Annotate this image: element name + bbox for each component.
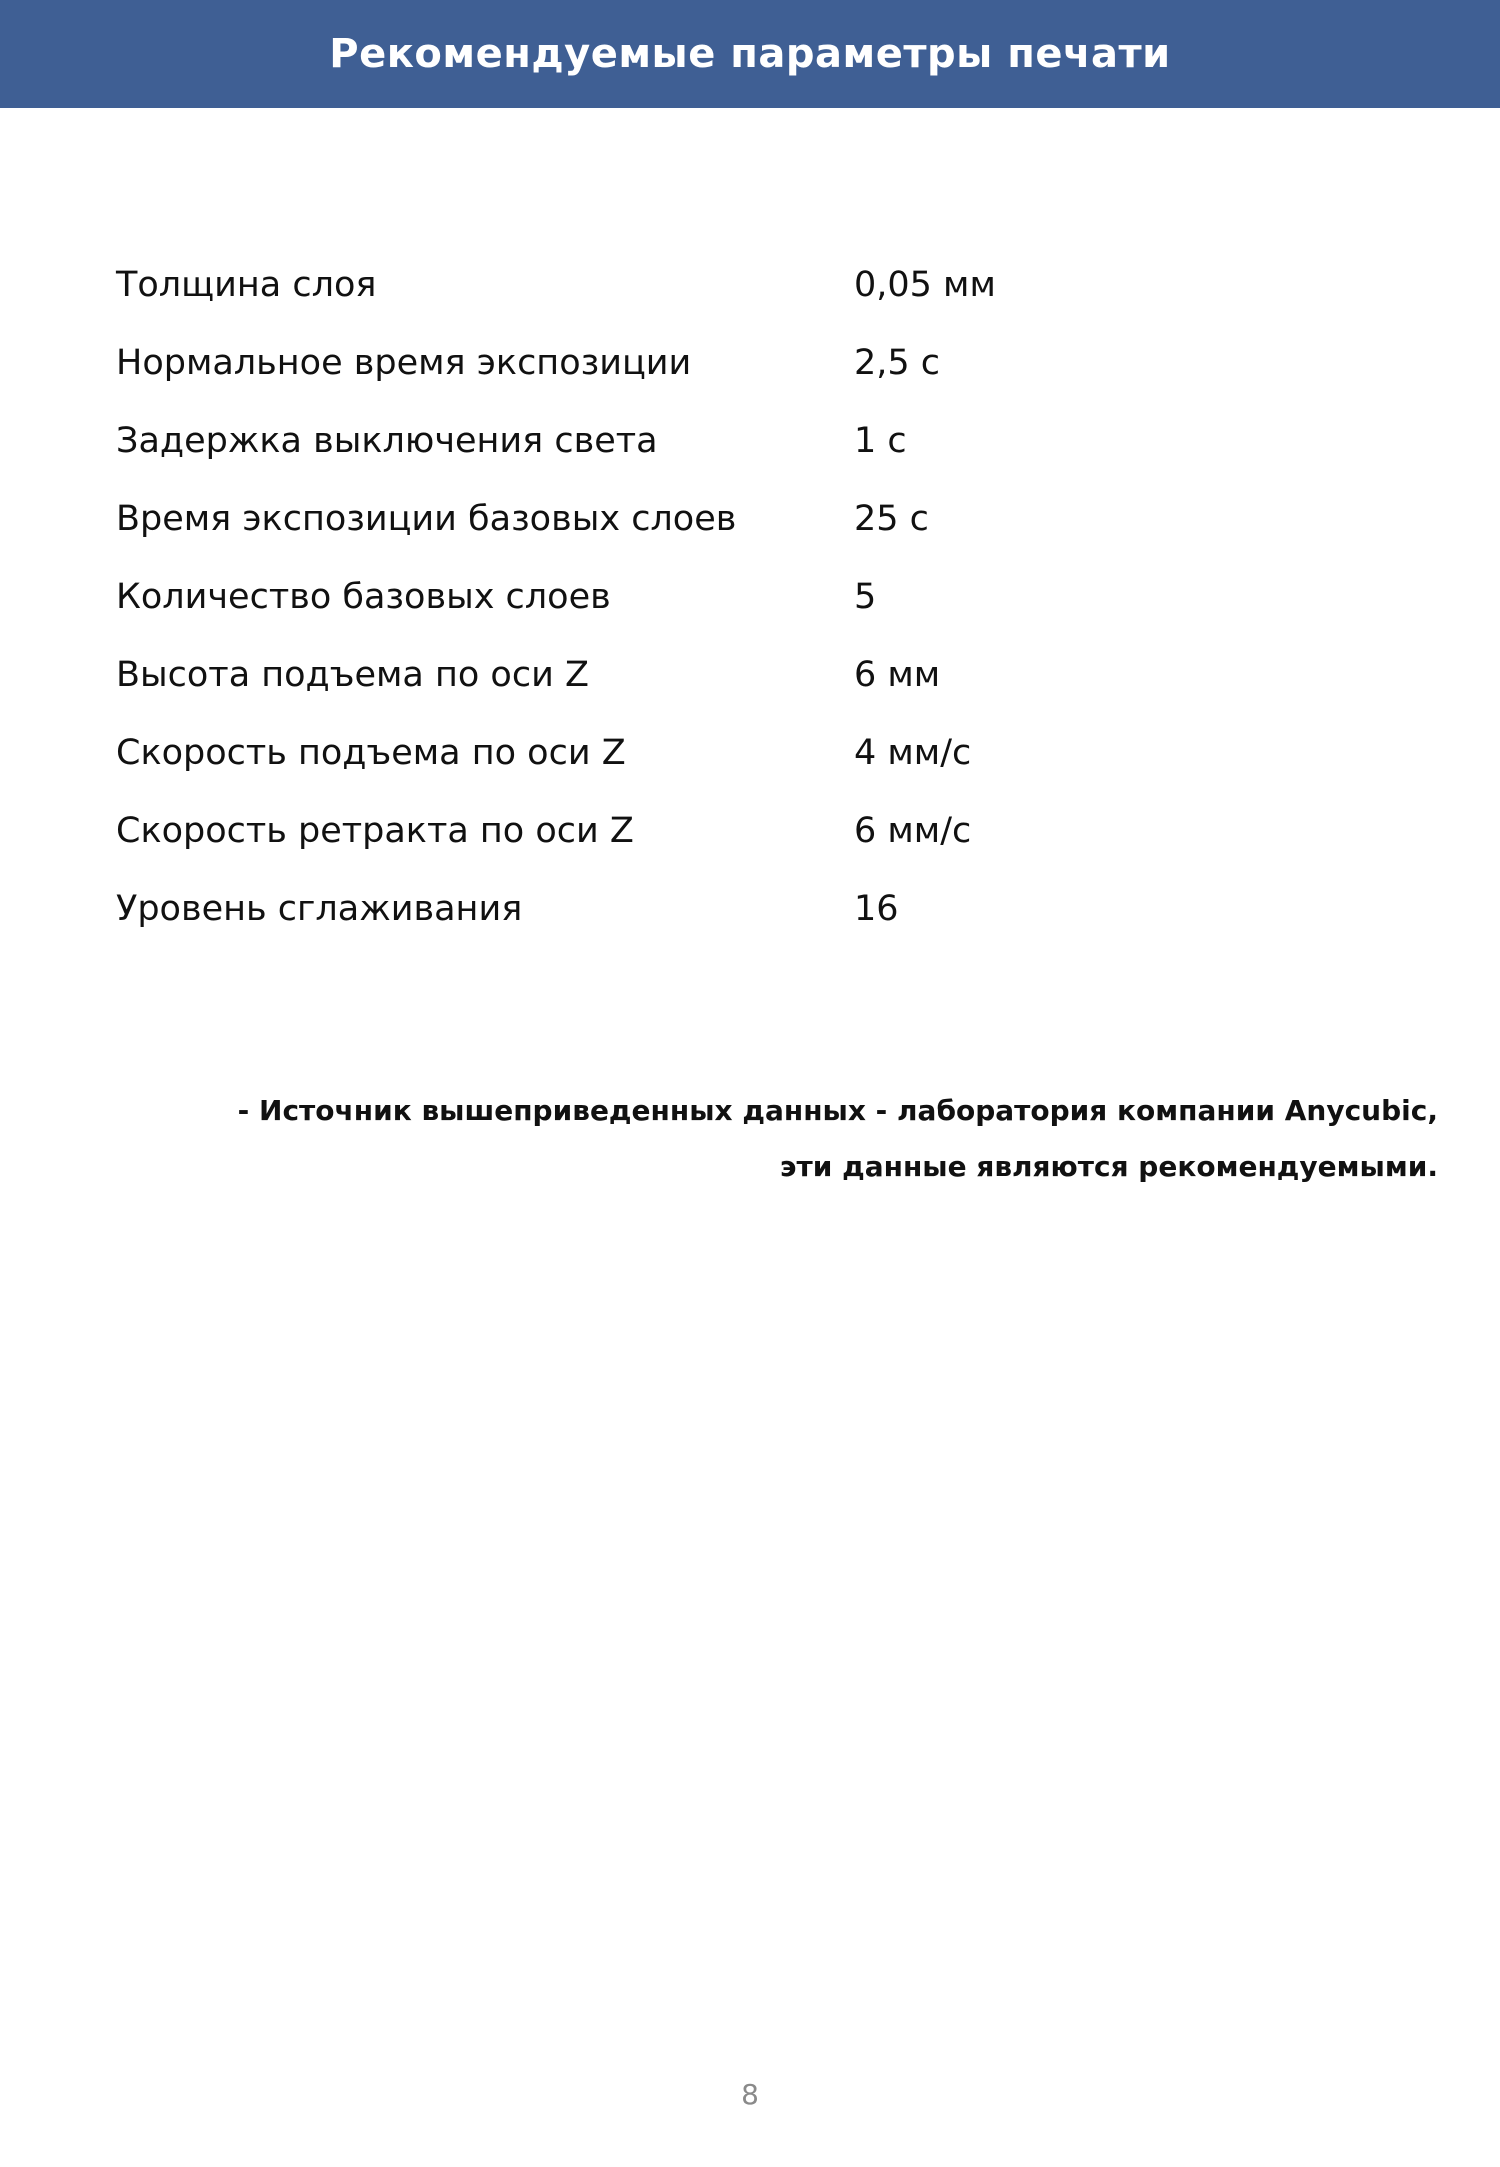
- source-note: [138, 1083, 1438, 1195]
- param-label: Нормальное время экспозиции: [116, 343, 692, 383]
- param-value: 0,05 мм: [854, 265, 996, 305]
- param-row-bottom-layers: [116, 562, 1216, 640]
- param-label: Скорость ретракта по оси Z: [116, 811, 634, 851]
- param-value: 25 с: [854, 499, 929, 539]
- param-value: 16: [854, 889, 899, 929]
- param-label: Время экспозиции базовых слоев: [116, 499, 737, 539]
- param-row-normal-exposure: [116, 328, 1216, 406]
- param-label: Задержка выключения света: [116, 421, 658, 461]
- param-label: Толщина слоя: [116, 265, 377, 305]
- param-row-z-lift-speed: [116, 718, 1216, 796]
- page-title: Рекомендуемые параметры печати: [329, 31, 1171, 77]
- print-parameters-table: [116, 250, 1216, 952]
- param-row-layer-thickness: [116, 250, 1216, 328]
- param-value: 5: [854, 577, 877, 617]
- param-row-bottom-exposure: [116, 484, 1216, 562]
- page-number: 8: [741, 2078, 759, 2111]
- param-value: 6 мм/с: [854, 811, 972, 851]
- param-label: Скорость подъема по оси Z: [116, 733, 626, 773]
- source-note-line-1: - Источник вышеприведенных данных - лаборатория компании Anycubic,: [237, 1094, 1438, 1127]
- param-value: 4 мм/с: [854, 733, 972, 773]
- param-value: 6 мм: [854, 655, 941, 695]
- param-value: 2,5 с: [854, 343, 941, 383]
- param-row-z-lift-height: [116, 640, 1216, 718]
- param-label: Уровень сглаживания: [116, 889, 523, 929]
- source-note-line-2: эти данные являются рекомендуемыми.: [779, 1150, 1438, 1183]
- page-header: [0, 0, 1500, 108]
- param-row-anti-aliasing: [116, 874, 1216, 952]
- param-row-light-off-delay: [116, 406, 1216, 484]
- param-value: 1 с: [854, 421, 907, 461]
- param-row-z-retract-speed: [116, 796, 1216, 874]
- param-label: Высота подъема по оси Z: [116, 655, 589, 695]
- param-label: Количество базовых слоев: [116, 577, 611, 617]
